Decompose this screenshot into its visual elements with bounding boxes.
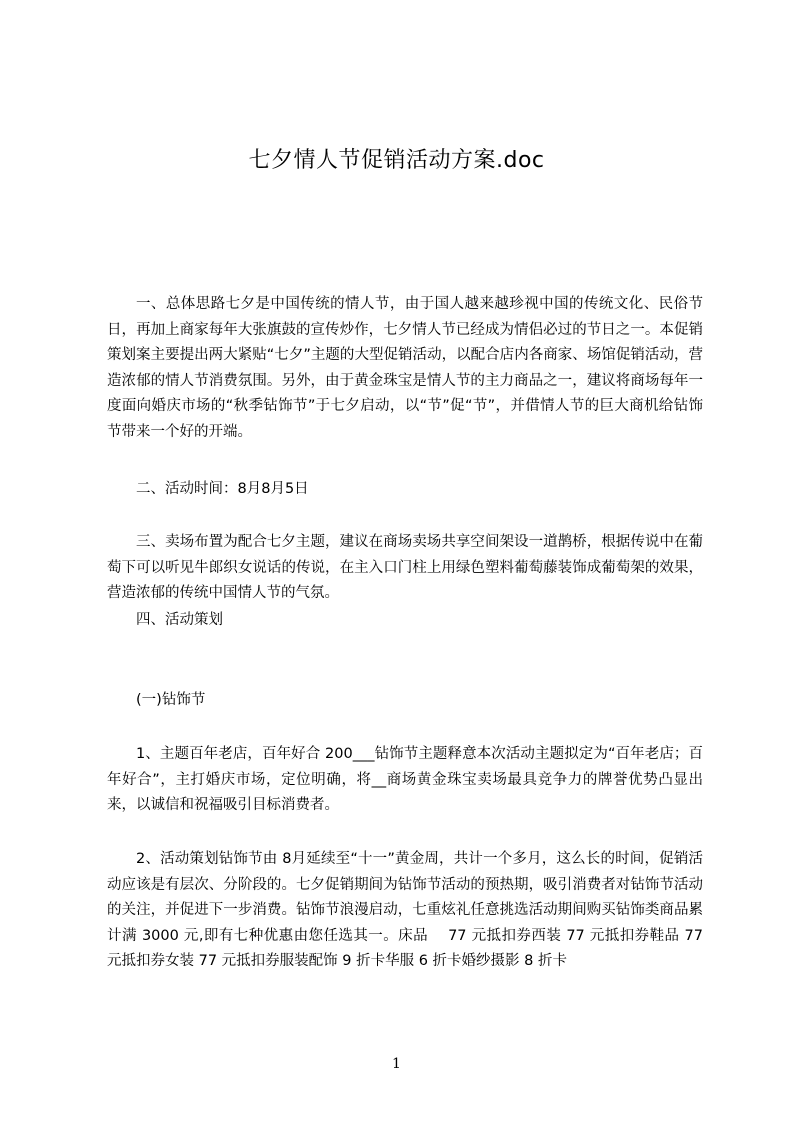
paragraph-overview: 一、总体思路七夕是中国传统的情人节，由于国人越来越珍视中国的传统文化、民俗节日，再加上商家每年大张旗鼓的宣传炒作，七夕情人节已经成为情侣必过的节日之一。本促销策划案主要提出两大紧贴“七夕”主题的大型促销活动，以配合店内各商家、场馆促销活动，营造浓郁的情人节消费氛围。另外，由于黄金珠宝是情人节的主力商品之一，建议将商场每年一度面向婚庆市场的“秋季钻饰节”于七夕启动，以“节”促“节”，并借情人节的巨大商机给钻饰节带来一个好的开端。 bbox=[107, 296, 703, 440]
paragraph-activity-strategy: 2、活动策划钻饰节由 8月延续至“十一”黄金周，共计一个多月，这么长的时间，促销活动应该是有层次、分阶段的。七夕促销期间为钻饰节活动的预热期，吸引消费者对钻饰节活动的关注，并促进下一步消费。钻饰节浪漫启动，七重炫礼任意挑选活动期间购买钻饰类商品累计满 3000 元,即有七种优惠由您任选其一。床品 77 元抵扣券西装 77 元抵扣券鞋品 77 元抵扣券女装 77 元抵扣券服装配饰 9 折卡华服 6 折卡婚纱摄影 8 折卡 bbox=[107, 851, 703, 969]
document-title: 七夕情人节促销活动方案.doc bbox=[248, 148, 545, 173]
paragraph-store-layout: 三、卖场布置为配合七夕主题，建议在商场卖场共享空间架设一道鹊桥，根据传说中在葡萄下可以听见牛郎织女说话的传说，在主入口门柱上用绿色塑料葡萄藤装饰成葡萄架的效果，营造浓郁的传统中国情人节的气氛。 bbox=[107, 534, 703, 601]
paragraph-theme: 1、主题百年老店，百年好合 200___钻饰节主题释意本次活动主题拟定为“百年老店；百年好合”，主打婚庆市场，定位明确，将__商场黄金珠宝卖场最具竞争力的牌誉优势凸显出来，以诚信和祝福吸引目标消费者。 bbox=[107, 746, 703, 813]
paragraph-activity-time: 二、活动时间：8月8月5日 bbox=[136, 481, 309, 497]
heading-activity-plan: 四、活动策划 bbox=[136, 612, 223, 628]
heading-diamond-festival: (一)钻饰节 bbox=[136, 692, 206, 708]
page-number: 1 bbox=[392, 1056, 401, 1072]
